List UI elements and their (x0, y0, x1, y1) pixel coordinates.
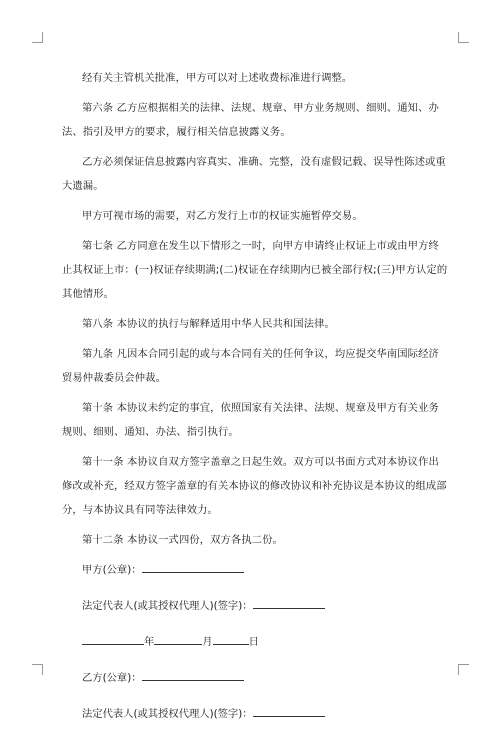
party-a-label: 甲方(公章)： (82, 564, 142, 576)
party-a-rep-label: 法定代表人(或其授权代理人)(签字)： (82, 600, 253, 612)
party-b-seal-line (62, 666, 448, 690)
date-line (62, 630, 448, 654)
crop-mark-top-right (458, 32, 469, 43)
paragraph-article-10: 第十条 本协议未约定的事宜，依照国家有关法律、法规、规章及甲方有关业务规则、细则、通知、办法、指引执行。 (62, 402, 439, 438)
paragraph-article-7: 第七条 乙方同意在发生以下情形之一时，向甲方申请终止权证上市或由甲方终止其权证上市：(一)权证存续期满;(二)权证在存续期内已被全部行权;(三)甲方认定的其他情形。 (62, 240, 448, 300)
party-a-representative-line (62, 594, 448, 618)
month-label: 月 (202, 636, 213, 648)
party-b-seal-blank (142, 668, 244, 681)
paragraph-disclosure-guarantee: 乙方必须保证信息披露内容真实、准确、完整，没有虚假记载、误导性陈述或重大遗漏。 (62, 156, 446, 192)
party-b-rep-label: 法定代表人(或其授权代理人)(签字)： (82, 708, 253, 720)
day-blank (213, 632, 249, 645)
party-a-signature-blank (253, 596, 325, 609)
paragraph-article-6: 第六条 乙方应根据相关的法律、法规、规章、甲方业务规则、细则、通知、办法、指引及甲方的要求，履行相关信息披露义务。 (62, 102, 439, 138)
paragraph-article-9: 第九条 凡因本合同引起的或与本合同有关的任何争议，均应提交华南国际经济贸易仲裁委员会仲裁。 (62, 348, 439, 384)
paragraph-article-12: 第十二条 本协议一式四份，双方各执二份。 (82, 534, 283, 546)
paragraph-fee-adjustment: 经有关主管机关批准，甲方可以对上述收费标准进行调整。 (82, 72, 353, 84)
crop-mark-bottom-left (32, 664, 43, 675)
document-body (62, 66, 448, 738)
party-b-signature-blank (253, 704, 325, 717)
paragraph-trading-suspension: 甲方可视市场的需要，对乙方发行上市的权证实施暂停交易。 (82, 210, 363, 222)
crop-mark-bottom-right (458, 664, 469, 675)
party-a-seal-blank (142, 560, 244, 573)
party-a-seal-line (62, 558, 448, 582)
crop-mark-top-left (32, 32, 43, 43)
paragraph-article-8: 第八条 本协议的执行与解释适用中华人民共和国法律。 (82, 318, 335, 330)
year-blank (82, 632, 144, 645)
month-blank (154, 632, 202, 645)
year-label: 年 (144, 636, 155, 648)
party-b-representative-line (62, 702, 448, 726)
party-b-label: 乙方(公章)： (82, 672, 142, 684)
paragraph-article-11: 第十一条 本协议自双方签字盖章之日起生效。双方可以书面方式对本协议作出修改或补充，经双方签字盖章的有关本协议的修改协议和补充协议是本协议的组成部分，与本协议具有同等法律效力。 (62, 456, 447, 516)
day-label: 日 (248, 636, 259, 648)
